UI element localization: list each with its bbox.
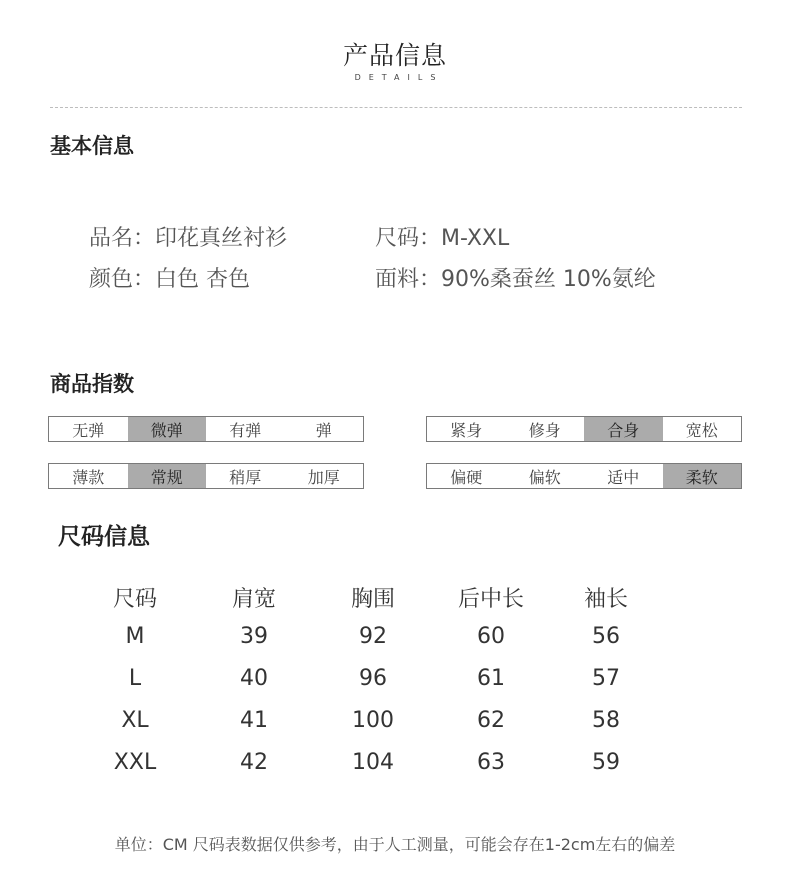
size-table-header: 尺码 bbox=[112, 587, 157, 612]
size-table-cell: 60 bbox=[477, 624, 505, 649]
size-table-cell: 57 bbox=[592, 666, 620, 691]
size-table-cell: 39 bbox=[240, 624, 268, 649]
size-table-cell: 62 bbox=[477, 708, 505, 733]
softness-scale bbox=[426, 463, 742, 489]
scale-option: 修身 bbox=[528, 420, 561, 440]
scale-option: 微弹 bbox=[128, 417, 207, 441]
product-name: 品名：印花真丝衬衫 bbox=[89, 226, 288, 251]
scale-option: 合身 bbox=[584, 417, 663, 441]
size-table-cell: 63 bbox=[477, 750, 505, 775]
scale-option: 弹 bbox=[315, 420, 332, 440]
scale-option: 薄款 bbox=[72, 467, 105, 487]
scale-option: 偏硬 bbox=[450, 467, 483, 487]
size-table-cell: 58 bbox=[592, 708, 620, 733]
size-table-cell: M bbox=[125, 624, 145, 649]
measurement-note: 单位：CM 尺码表数据仅供参考，由于人工测量，可能会存在1-2cm左右的偏差 bbox=[114, 835, 676, 854]
scale-option: 有弹 bbox=[229, 420, 262, 440]
size-table-cell: XXL bbox=[113, 750, 157, 775]
elasticity-scale bbox=[48, 416, 364, 442]
size-table-cell: 40 bbox=[240, 666, 268, 691]
fit-scale bbox=[426, 416, 742, 442]
size-table-cell: L bbox=[128, 666, 142, 691]
size-table-cell: XL bbox=[121, 708, 149, 733]
size-table-header: 后中长 bbox=[457, 587, 524, 612]
product-fabric: 面料：90%桑蚕丝 10%氨纶 bbox=[375, 267, 656, 292]
scale-option: 常规 bbox=[128, 464, 207, 488]
product-color: 颜色：白色 杏色 bbox=[89, 267, 250, 292]
product-index-heading: 商品指数 bbox=[50, 372, 134, 396]
size-info-heading: 尺码信息 bbox=[58, 524, 150, 550]
page-title: 产品信息 bbox=[342, 41, 447, 70]
scale-option: 宽松 bbox=[685, 420, 718, 440]
size-table-cell: 104 bbox=[352, 750, 394, 775]
size-table-header: 胸围 bbox=[350, 587, 395, 612]
page-subtitle: DETAILS bbox=[354, 73, 444, 82]
size-table-cell: 41 bbox=[240, 708, 268, 733]
size-table-cell: 42 bbox=[240, 750, 268, 775]
scale-option: 无弹 bbox=[72, 420, 105, 440]
size-table-cell: 100 bbox=[352, 708, 394, 733]
size-table-header: 肩宽 bbox=[231, 587, 276, 612]
dashed-divider bbox=[50, 107, 742, 108]
size-table-header: 袖长 bbox=[583, 587, 628, 612]
size-table-cell: 96 bbox=[359, 666, 387, 691]
product-size-range: 尺码：M-XXL bbox=[375, 226, 510, 251]
scale-option: 柔软 bbox=[663, 464, 742, 488]
scale-option: 适中 bbox=[607, 467, 640, 487]
basic-info-heading: 基本信息 bbox=[50, 134, 134, 158]
size-table-cell: 59 bbox=[592, 750, 620, 775]
size-table-cell: 61 bbox=[477, 666, 505, 691]
scale-option: 稍厚 bbox=[229, 467, 262, 487]
scale-option: 加厚 bbox=[307, 467, 340, 487]
scale-option: 紧身 bbox=[450, 420, 483, 440]
size-table-cell: 56 bbox=[592, 624, 620, 649]
size-table-cell: 92 bbox=[359, 624, 387, 649]
thickness-scale bbox=[48, 463, 364, 489]
scale-option: 偏软 bbox=[528, 467, 561, 487]
